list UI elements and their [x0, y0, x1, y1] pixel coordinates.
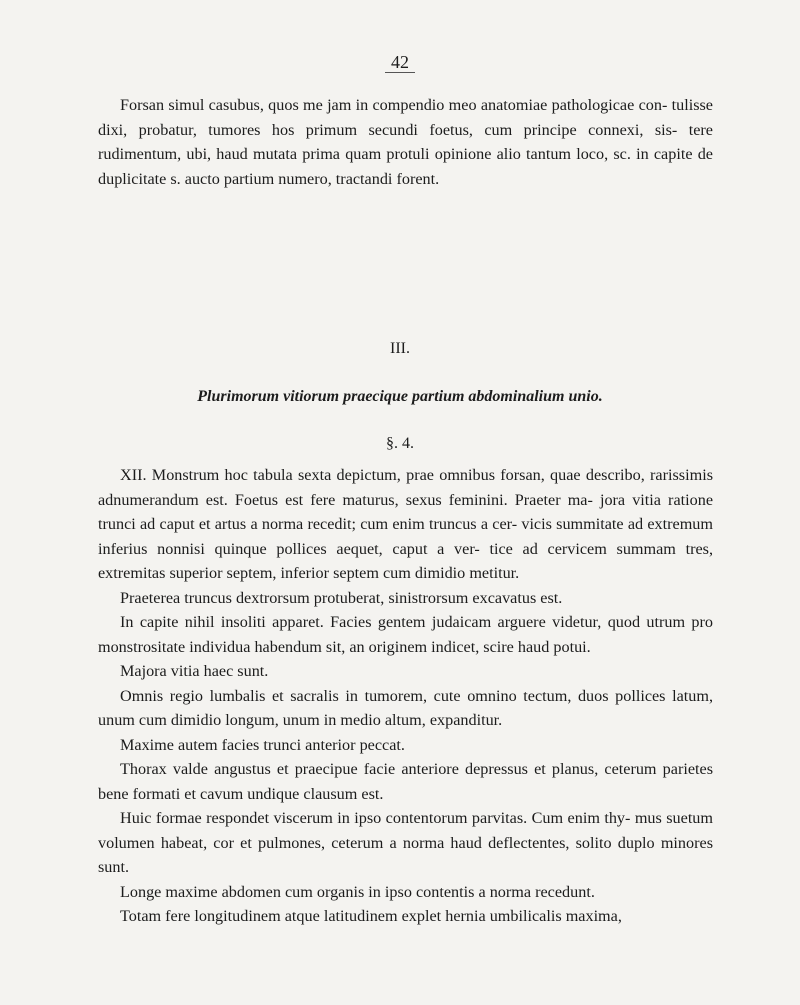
body-paragraph-5: Omnis regio lumbalis et sacralis in tumorem, cute omnino tectum, duos pollices latum, unum cum dimidio longum, unum in medio altum, expanditur. — [98, 686, 713, 729]
intro-paragraph: Forsan simul casubus, quos me jam in compendio meo anatomiae pathologicae con- tulisse dixi, probatur, tumores hos primum secundi foetus, cum principe connexi, sis- tere rudimentum, ubi, haud mutata prima quam protuli opinione alio tantum loco, sc. in capite de duplicitate s. aucto partium numero, tractandi forent. — [98, 96, 713, 188]
section-title: Plurimorum vitiorum praecique partium abdominalium unio. — [197, 388, 603, 405]
body-paragraph-6: Maxime autem facies trunci anterior peccat. — [120, 735, 405, 754]
paragraph-mark: §. 4. — [386, 435, 414, 452]
page-number — [0, 52, 800, 73]
body-paragraph-3: In capite nihil insoliti apparet. Facies gentem judaicam arguere videtur, quod utrum pro monstrositate individua habendum sit, an originem indicet, scire haud potui. — [98, 613, 713, 656]
body-paragraph-8: Huic formae respondet viscerum in ipso contentorum parvitas. Cum enim thy- mus suetum volumen habeat, cor et pulmones, ceterum a norma haud deflectentes, solito duplo minores sunt. — [98, 809, 713, 876]
body-paragraph-10: Totam fere longitudinem atque latitudinem explet hernia umbilicalis maxima, — [120, 907, 622, 925]
body-text — [98, 463, 713, 929]
body-paragraph-2: Praeterea truncus dextrorsum protuberat, sinistrorsum excavatus est. — [120, 588, 563, 607]
body-paragraph-7: Thorax valde angustus et praecipue facie anteriore depressus et planus, ceterum parietes bene formati et cavum undique clausum est. — [98, 760, 713, 803]
section-roman-numeral: III. — [390, 340, 410, 357]
body-paragraph-4: Majora vitia haec sunt. — [120, 662, 269, 680]
body-paragraph-9: Longe maxime abdomen cum organis in ipso contentis a norma recedunt. — [120, 882, 595, 901]
body-paragraph-1: XII. Monstrum hoc tabula sexta depictum, prae omnibus forsan, quae describo, rarissimis adnumerandum est. Foetus est fere maturus, sexus feminini. Praeter ma- jora vitia ratione trunci ad caput et artus a norma recedit; cum enim truncus a cer- vicis summitate ad extremum inferius nonnisi quinque pollices aequet, caput a ver- tice ad cervicem summam tres, extremitas superior septem, inferior septem cum dimidio metitur. — [98, 466, 713, 582]
page-number-text: 42 — [385, 52, 415, 73]
